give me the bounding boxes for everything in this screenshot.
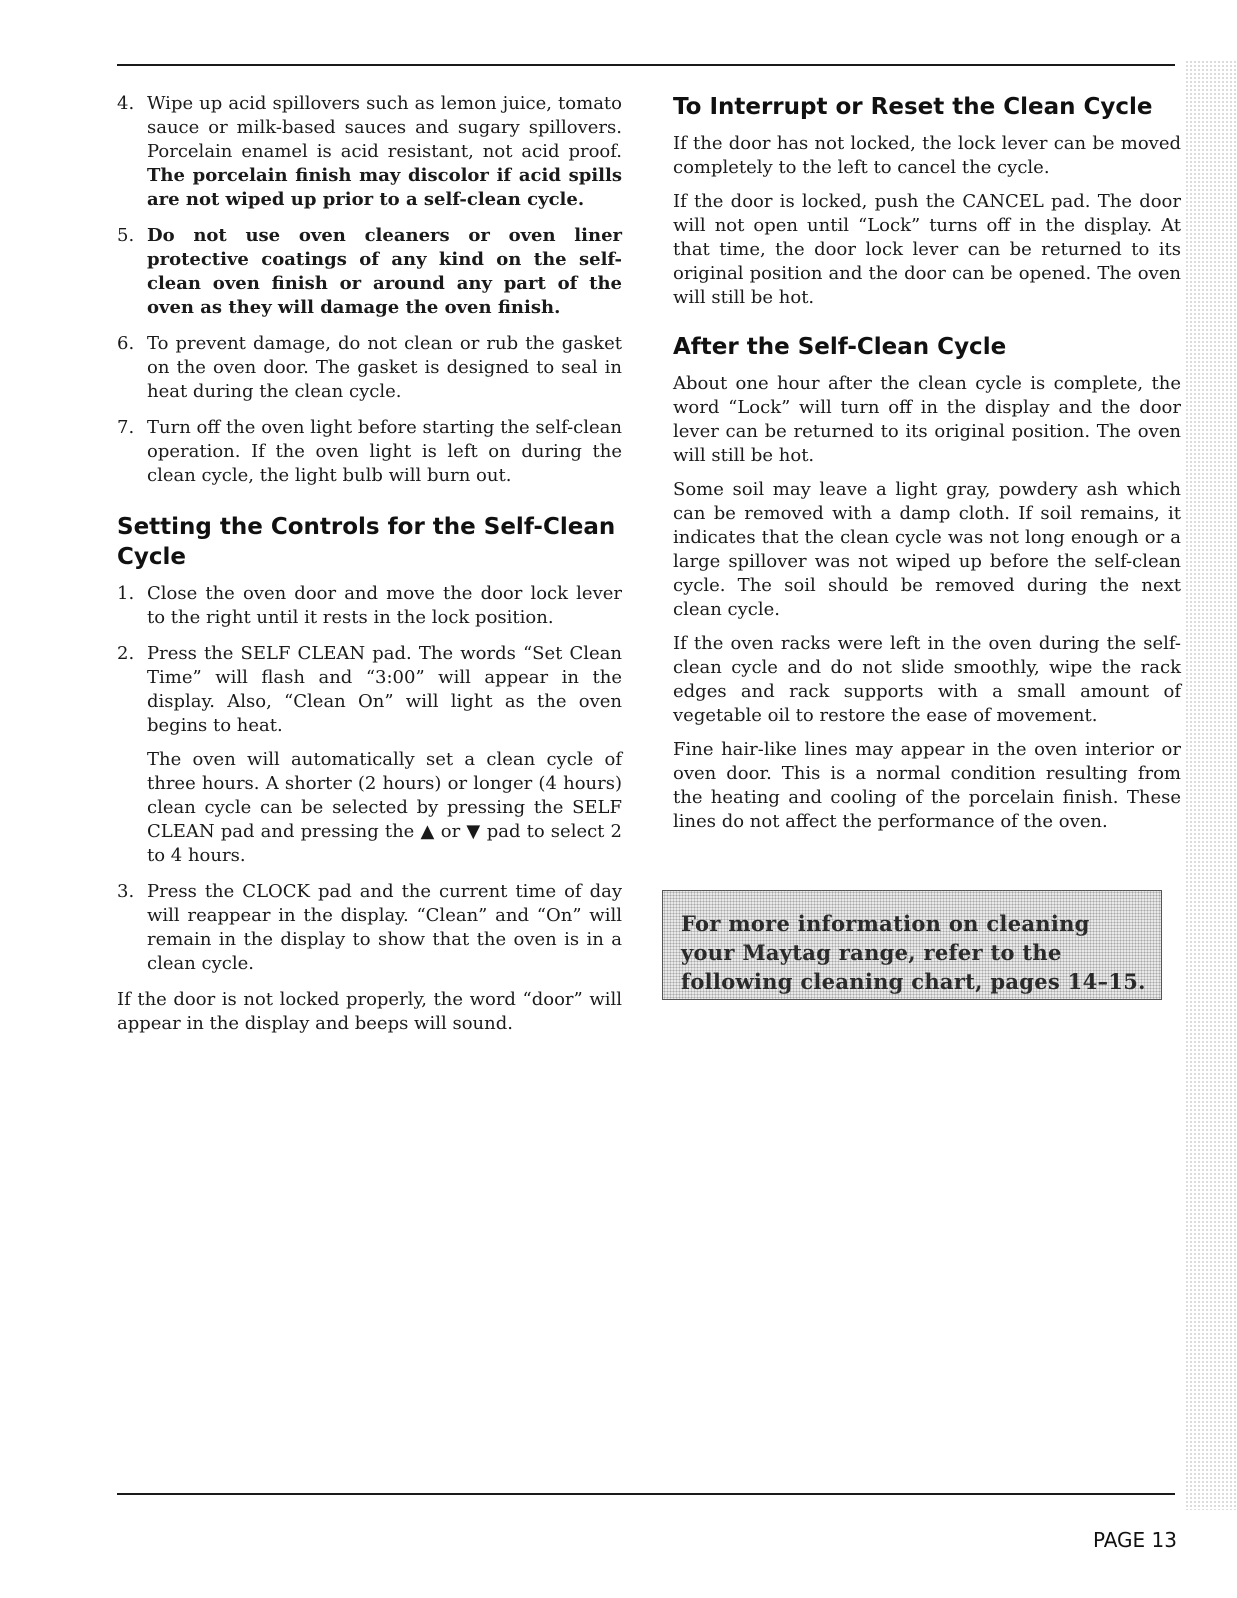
- list-text: Turn off the oven light before starting the self-clean operation. If the oven light is left on during the clean cycle, the light bulb will burn out.: [147, 417, 622, 486]
- list-item-7: [117, 416, 622, 488]
- paragraph: If the door has not locked, the lock lever can be moved completely to the left to cancel the cycle.: [673, 133, 1181, 178]
- paragraph: If the door is locked, push the CANCEL pad. The door will not open until “Lock” turns off in the display. At that time, the door lock lever can be returned to its original position and the door can be opened. The oven will still be hot.: [673, 191, 1181, 308]
- paragraph: About one hour after the clean cycle is complete, the word “Lock” will turn off in the display and the door lever can be returned to its original position. The oven will still be hot.: [673, 373, 1181, 466]
- left-column: [117, 92, 622, 1046]
- step-text: Press the CLOCK pad and the current time of day will reappear in the display. “Clean” and “On” will remain in the display to show that the oven is in a clean cycle.: [147, 881, 622, 974]
- list-number: 5.: [117, 225, 135, 246]
- step-number: 3.: [117, 881, 135, 902]
- section-heading-setting-controls: Setting the Controls for the Self-Clean Cycle: [117, 514, 616, 570]
- step-2: [117, 642, 622, 868]
- scan-edge-texture: [1185, 60, 1237, 1510]
- step-3: [117, 880, 622, 976]
- step-number: 1.: [117, 583, 135, 604]
- list-item-4: [117, 92, 622, 212]
- step-text: Close the oven door and move the door lock lever to the right until it rests in the lock position.: [147, 583, 622, 628]
- section-heading-after-clean: After the Self-Clean Cycle: [673, 334, 1007, 360]
- step-text-continued: The oven will automatically set a clean cycle of three hours. A shorter (2 hours) or longer (4 hours) clean cycle can be selected by pressing the SELF CLEAN pad and pressing the ▲ or ▼ pad to select 2 to 4 hours.: [147, 749, 622, 866]
- top-rule: [117, 64, 1175, 66]
- list-text: Do not use oven cleaners or oven liner protective coatings of any kind on the self-clean oven finish or around any part of the oven as they will damage the oven finish.: [147, 225, 622, 318]
- paragraph: If the oven racks were left in the oven during the self-clean cycle and do not slide smoothly, wipe the rack edges and rack supports with a small amount of vegetable oil to restore the ease of movement.: [673, 633, 1181, 726]
- list-number: 7.: [117, 417, 135, 438]
- step-1: [117, 582, 622, 630]
- list-number: 6.: [117, 333, 135, 354]
- right-column: [673, 92, 1181, 844]
- section-heading-interrupt: To Interrupt or Reset the Clean Cycle: [673, 94, 1153, 120]
- step-number: 2.: [117, 643, 135, 664]
- callout-text: For more information on cleaning your Maytag range, refer to the following cleaning chart, pages 14–15.: [681, 911, 1146, 994]
- list-number: 4.: [117, 93, 135, 114]
- list-text: To prevent damage, do not clean or rub the gasket on the oven door. The gasket is designed to seal in heat during the clean cycle.: [147, 333, 622, 402]
- closing-paragraph: If the door is not locked properly, the word “door” will appear in the display and beeps will sound.: [117, 989, 622, 1034]
- bottom-rule: [117, 1493, 1175, 1495]
- callout-box: [662, 890, 1162, 1000]
- paragraph: Fine hair-like lines may appear in the oven interior or oven door. This is a normal condition resulting from the heating and cooling of the porcelain finish. These lines do not affect the performance of the oven.: [673, 739, 1181, 832]
- step-text: Press the SELF CLEAN pad. The words “Set Clean Time” will flash and “3:00” will appear in the display. Also, “Clean On” will light as the oven begins to heat.: [147, 643, 622, 736]
- list-item-5: [117, 224, 622, 320]
- paragraph: Some soil may leave a light gray, powdery ash which can be removed with a damp cloth. If soil remains, it indicates that the clean cycle was not long enough or a large spillover was not wiped up before the self-clean cycle. The soil should be removed during the next clean cycle.: [673, 479, 1181, 620]
- list-item-6: [117, 332, 622, 404]
- list-text: Wipe up acid spillovers such as lemon juice, tomato sauce or milk-based sauces and sugary spillovers. Porcelain enamel is acid resistant, not acid proof. The porcelain finish may discolor if acid spills are not wiped up prior to a self-clean cycle.: [147, 93, 622, 210]
- page-number: PAGE 13: [1092, 1528, 1177, 1552]
